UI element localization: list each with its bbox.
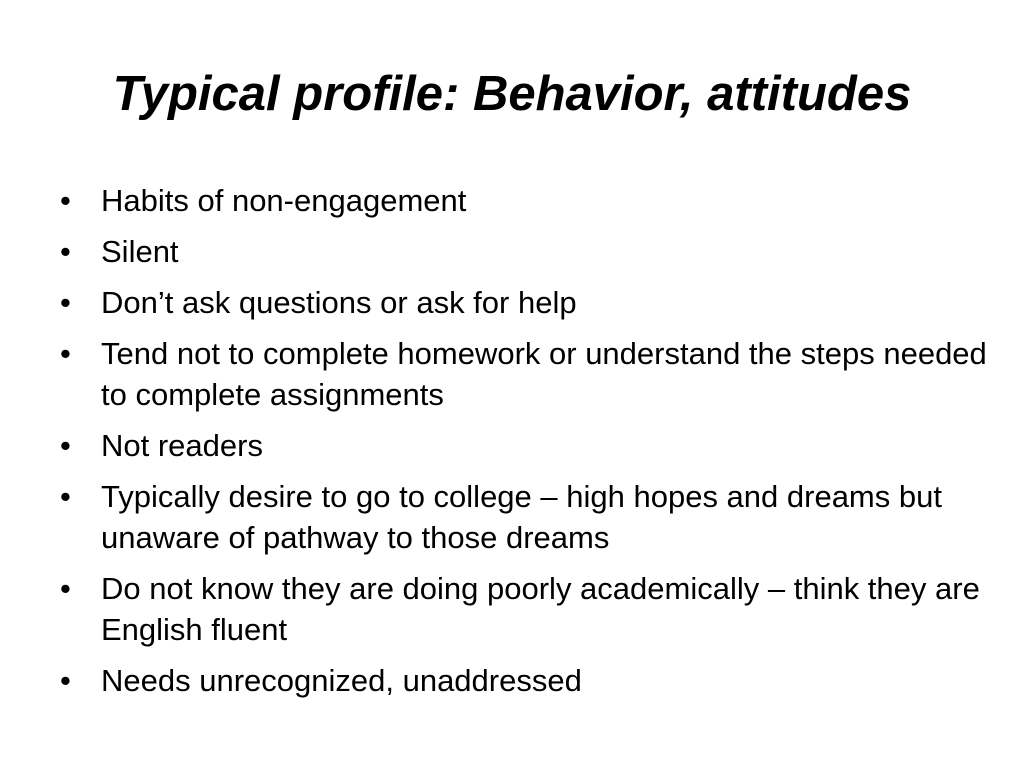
bullet-text: Habits of non-engagement <box>101 183 467 218</box>
bullet-text: Needs unrecognized, unaddressed <box>101 663 582 698</box>
bullet-dot-icon: • <box>60 183 71 218</box>
bullet-item <box>60 333 990 415</box>
bullet-dot-icon: • <box>60 571 71 606</box>
bullet-item <box>60 425 990 466</box>
slide-title: Typical profile: Behavior, attitudes <box>112 67 912 121</box>
bullet-list <box>60 180 990 711</box>
bullet-text: Typically desire to go to college – high hopes and dreams but unaware of pathway to those dreams <box>101 479 942 555</box>
bullet-item <box>60 231 990 272</box>
bullet-text: Not readers <box>101 428 263 463</box>
bullet-text: Silent <box>101 234 179 269</box>
bullet-dot-icon: • <box>60 663 71 698</box>
bullet-dot-icon: • <box>60 285 71 320</box>
bullet-dot-icon: • <box>60 479 71 514</box>
bullet-text: Do not know they are doing poorly academically – think they are English fluent <box>101 571 980 647</box>
bullet-item <box>60 568 990 650</box>
bullet-dot-icon: • <box>60 336 71 371</box>
bullet-item <box>60 282 990 323</box>
bullet-item <box>60 660 990 701</box>
bullet-text: Don’t ask questions or ask for help <box>101 285 577 320</box>
bullet-text: Tend not to complete homework or understand the steps needed to complete assignments <box>101 336 987 412</box>
bullet-item <box>60 180 990 221</box>
bullet-item <box>60 476 990 558</box>
bullet-dot-icon: • <box>60 428 71 463</box>
bullet-dot-icon: • <box>60 234 71 269</box>
